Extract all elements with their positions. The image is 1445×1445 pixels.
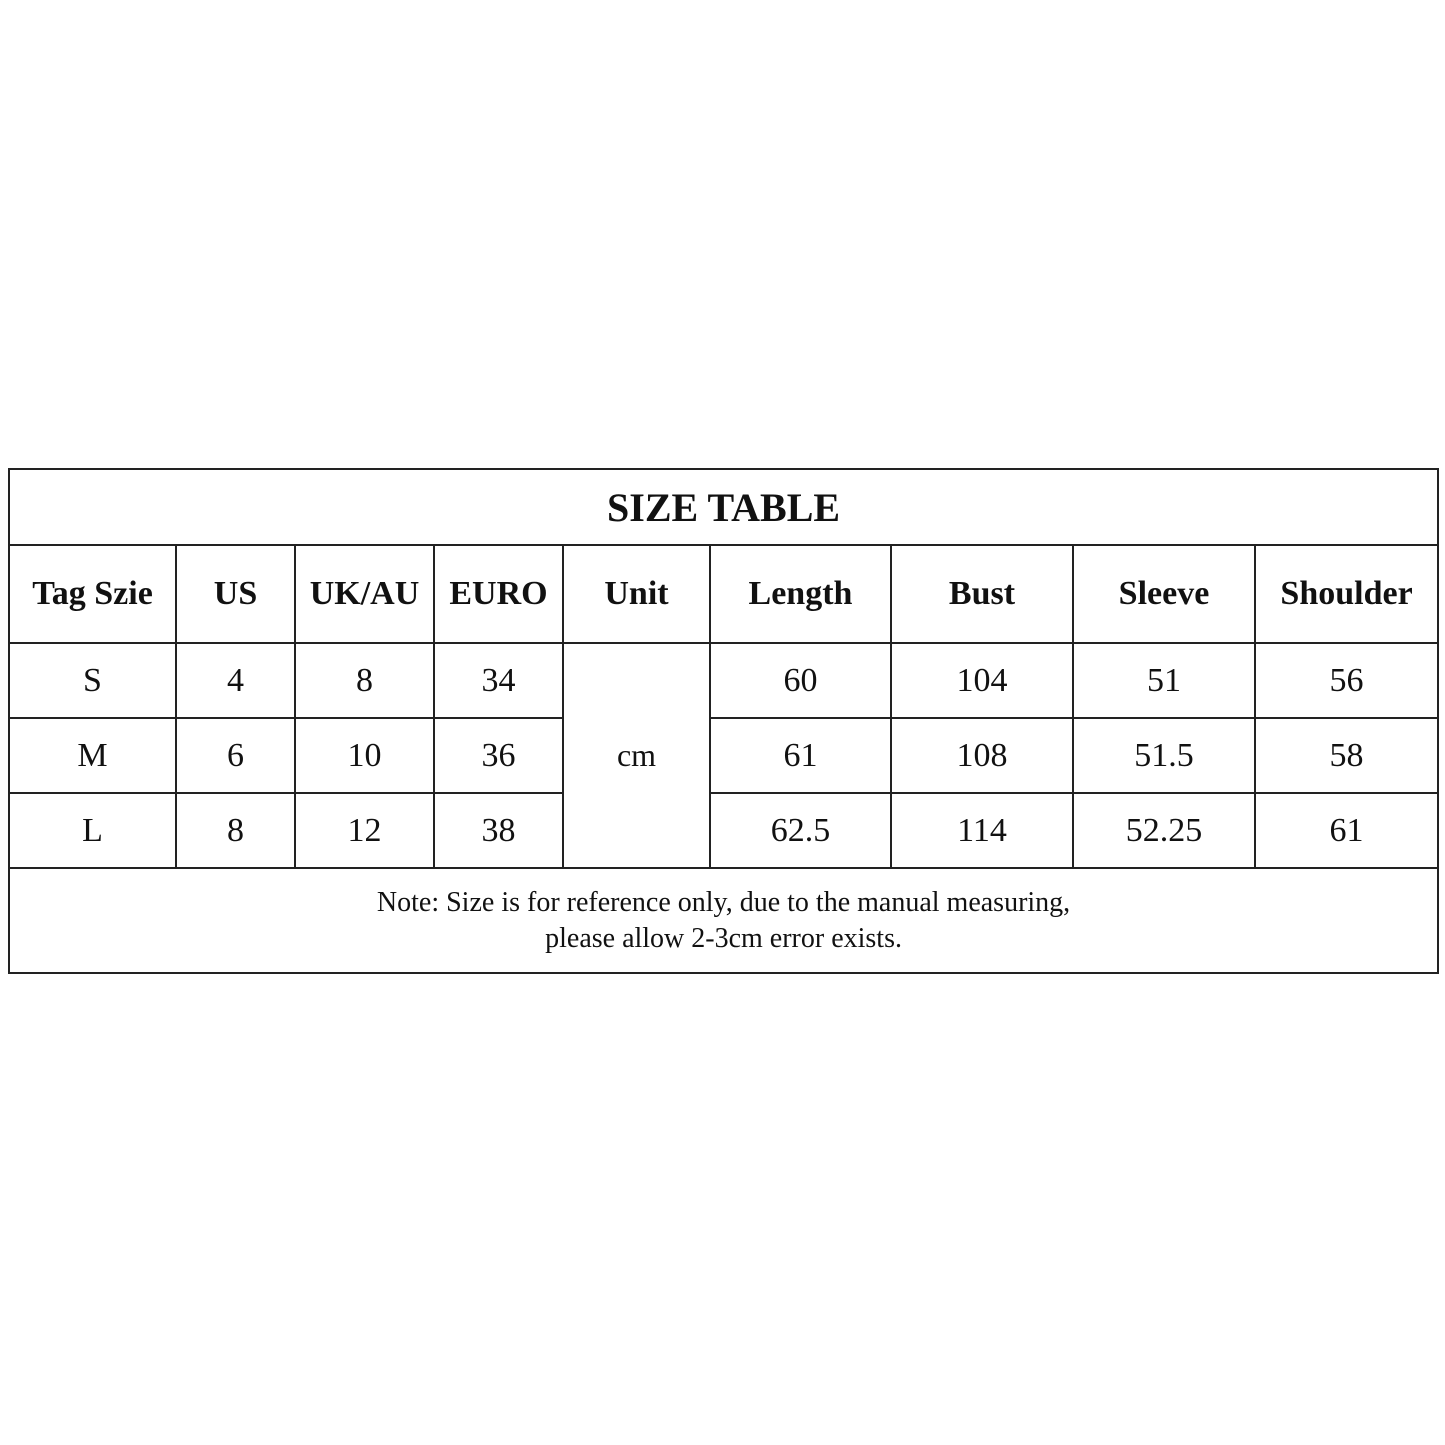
header-euro: EURO (434, 545, 563, 643)
cell-tag: L (9, 793, 176, 868)
cell-sleeve: 52.25 (1073, 793, 1255, 868)
cell-us: 6 (176, 718, 295, 793)
title-row (9, 469, 1438, 545)
header-us: US (176, 545, 295, 643)
table-row (9, 643, 1438, 718)
note-row (9, 868, 1438, 973)
cell-euro: 38 (434, 793, 563, 868)
cell-sleeve: 51.5 (1073, 718, 1255, 793)
cell-length: 62.5 (710, 793, 891, 868)
cell-us: 8 (176, 793, 295, 868)
header-bust: Bust (891, 545, 1073, 643)
cell-unit: cm (563, 643, 710, 868)
table-row (9, 718, 1438, 793)
header-tag-size: Tag Szie (9, 545, 176, 643)
cell-bust: 104 (891, 643, 1073, 718)
cell-length: 60 (710, 643, 891, 718)
cell-euro: 34 (434, 643, 563, 718)
table-title: SIZE TABLE (9, 469, 1438, 545)
cell-length: 61 (710, 718, 891, 793)
header-row (9, 545, 1438, 643)
header-unit: Unit (563, 545, 710, 643)
cell-shoulder: 61 (1255, 793, 1438, 868)
cell-sleeve: 51 (1073, 643, 1255, 718)
note-line-2: please allow 2-3cm error exists. (545, 922, 902, 954)
cell-uk-au: 8 (295, 643, 434, 718)
header-shoulder: Shoulder (1255, 545, 1438, 643)
header-uk-au: UK/AU (295, 545, 434, 643)
header-sleeve: Sleeve (1073, 545, 1255, 643)
cell-bust: 108 (891, 718, 1073, 793)
cell-shoulder: 58 (1255, 718, 1438, 793)
cell-uk-au: 10 (295, 718, 434, 793)
cell-us: 4 (176, 643, 295, 718)
header-length: Length (710, 545, 891, 643)
note-line-1: Note: Size is for reference only, due to the manual measuring, (376, 886, 1071, 918)
cell-bust: 114 (891, 793, 1073, 868)
cell-uk-au: 12 (295, 793, 434, 868)
note (9, 868, 1438, 973)
cell-tag: M (9, 718, 176, 793)
cell-euro: 36 (434, 718, 563, 793)
cell-tag: S (9, 643, 176, 718)
size-table (8, 468, 1439, 974)
cell-shoulder: 56 (1255, 643, 1438, 718)
table-row (9, 793, 1438, 868)
